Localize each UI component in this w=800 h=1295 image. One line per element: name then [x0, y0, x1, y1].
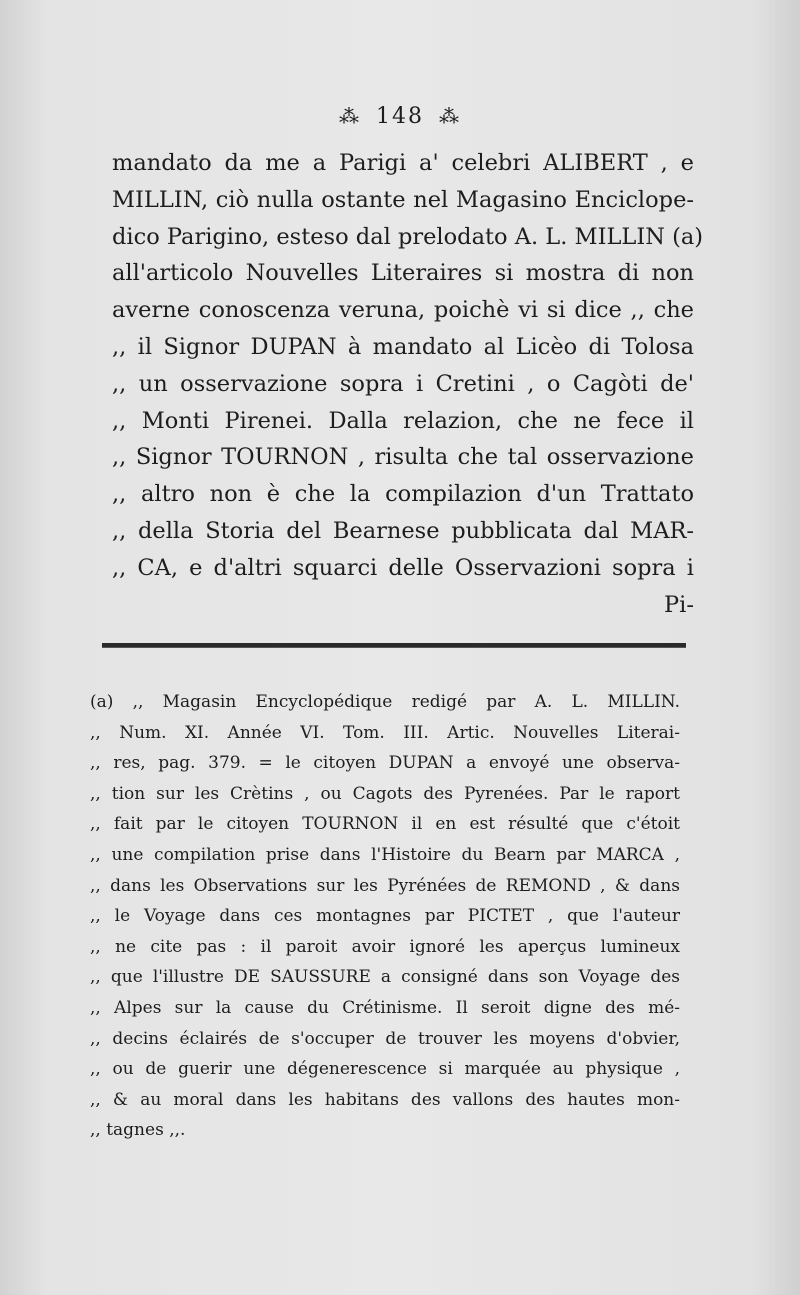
footnote-line: ,, tion sur les Crètins , ou Cagots des Pyrenées. Par le raport — [90, 783, 680, 804]
footnote-line: (a) ,, Magasin Encyclopédique redigé par A. L. MILLIN. — [90, 692, 680, 712]
page-number: 148 — [376, 104, 424, 129]
text-line: ,, della Storia del Bearnese pubblicata dal MAR- — [112, 517, 694, 544]
text-line: MILLIN, ciò nulla ostante nel Magasino Enciclope- — [112, 186, 694, 213]
text-line: dico Parigino, esteso dal prelodato A. L. MILLIN (a) — [112, 223, 704, 250]
footnote-line: ,, que l'illustre DE SAUSSURE a consigné dans son Voyage des — [90, 967, 680, 988]
ornament-left-icon: ⁂ — [339, 104, 361, 128]
main-text — [112, 145, 704, 623]
text-line: averne conoscenza veruna, poichè vi si dice ,, che — [112, 297, 694, 324]
text-line: ,, altro non è che la compilazion d'un Trattato — [112, 481, 694, 508]
footnote-divider — [102, 643, 686, 648]
footnote-line: ,, une compilation prise dans l'Histoire du Bearn par MARCA , — [90, 844, 680, 865]
ornament-right-icon: ⁂ — [439, 104, 461, 128]
footnote-line: ,, Num. XI. Année VI. Tom. III. Artic. Nouvelles Literai- — [90, 722, 680, 743]
text-line: ,, Monti Pirenei. Dalla relazion, che ne fece il — [112, 407, 694, 434]
text-line: ,, il Signor DUPAN à mandato al Licèo di Tolosa — [112, 333, 694, 360]
footnote — [90, 687, 680, 1146]
footnote-line: ,, res, pag. 379. = le citoyen DUPAN a envoyé une observa- — [90, 753, 680, 774]
text-line: ,, CA, e d'altri squarci delle Osservazioni sopra i — [112, 554, 694, 581]
footnote-line: ,, & au moral dans les habitans des vallons des hautes mon- — [90, 1089, 680, 1110]
footnote-line: ,, decins éclairés de s'occuper de trouver les moyens d'obvier, — [90, 1028, 680, 1049]
footnote-line: ,, le Voyage dans ces montagnes par PICTET , que l'auteur — [90, 906, 680, 927]
text-line: all'articolo Nouvelles Literaires si mostra di non — [112, 260, 694, 287]
footnote-line: ,, ou de guerir une dégenerescence si marquée au physique , — [90, 1059, 680, 1080]
footnote-line: ,, ne cite pas : il paroit avoir ignoré les aperçus lumineux — [90, 936, 680, 957]
footnote-line: ,, dans les Observations sur les Pyrénées de REMOND , & dans — [90, 875, 680, 896]
footnote-line: ,, fait par le citoyen TOURNON il en est résulté que c'étoit — [90, 814, 680, 835]
text-line: ,, Signor TOURNON , risulta che tal osservazione — [112, 444, 694, 471]
page-header — [0, 104, 800, 129]
text-line: mandato da me a Parigi a' celebri ALIBERT , e — [112, 150, 694, 176]
text-line: ,, un osservazione sopra i Cretini , o Cagòti de' — [112, 370, 694, 397]
footnote-line: ,, tagnes ,,. — [90, 1120, 186, 1141]
footnote-line: ,, Alpes sur la cause du Crétinisme. Il seroit digne des mé- — [90, 997, 680, 1018]
catchword: Pi- — [664, 591, 694, 618]
